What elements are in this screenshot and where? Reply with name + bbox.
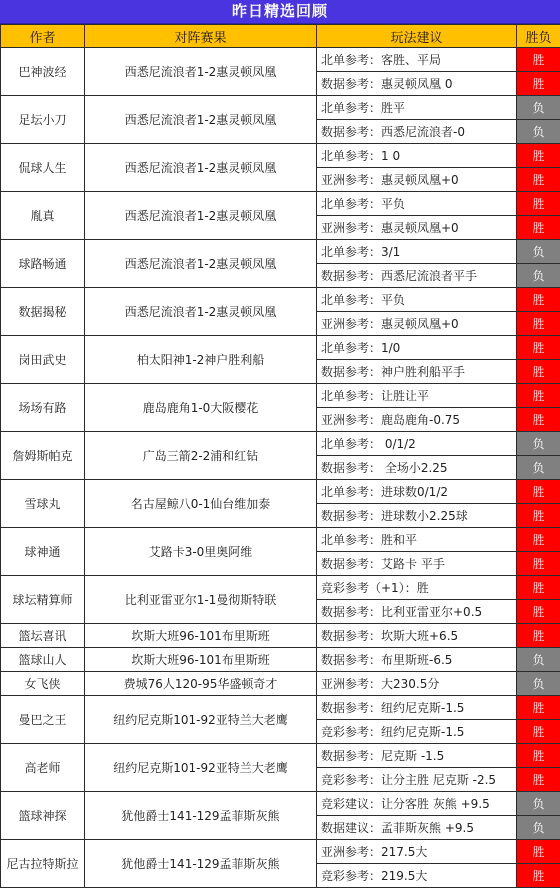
result-badge: 胜 [517,408,560,432]
tip-cell: 竞彩参考：219.5大 [317,864,517,888]
tip-cell: 北单参考：1/0 [317,336,517,360]
match-cell: 西悉尼流浪者1-2惠灵顿凤凰 [85,192,317,240]
result-badge: 胜 [517,360,560,384]
tip-cell: 亚洲参考：鹿岛鹿角-0.75 [317,408,517,432]
match-cell: 鹿岛鹿角1-0大阪樱花 [85,384,317,432]
result-badge: 胜 [517,216,560,240]
result-badge: 胜 [517,552,560,576]
result-badge: 胜 [517,576,560,600]
result-badge: 胜 [517,72,560,96]
result-badge: 负 [517,120,560,144]
tip-cell: 北单参考：3/1 [317,240,517,264]
match-cell: 坎斯大班96-101布里斯班 [85,624,317,648]
tip-cell: 竞彩参考：纽约尼克斯-1.5 [317,720,517,744]
author-cell: 球神通 [1,528,85,576]
match-cell: 西悉尼流浪者1-2惠灵顿凤凰 [85,144,317,192]
match-cell: 艾路卡3-0里奥阿维 [85,528,317,576]
match-cell: 犹他爵士141-129孟菲斯灰熊 [85,840,317,888]
header-match: 对阵赛果 [85,25,317,48]
author-cell: 雪球丸 [1,480,85,528]
table-row [1,144,560,168]
result-badge: 胜 [517,600,560,624]
table-row [1,624,560,648]
table-row [1,336,560,360]
author-cell: 篮球山人 [1,648,85,672]
tip-cell: 竞彩参考：让分主胜 尼克斯 -2.5 [317,768,517,792]
result-badge: 胜 [517,768,560,792]
tip-cell: 北单参考：让胜让平 [317,384,517,408]
result-badge: 胜 [517,624,560,648]
result-badge: 胜 [517,480,560,504]
header-tip: 玩法建议 [317,25,517,48]
tip-cell: 北单参考： 0/1/2 [317,432,517,456]
tip-cell: 北单参考：平负 [317,192,517,216]
match-cell: 比利亚雷亚尔1-1曼彻斯特联 [85,576,317,624]
match-cell: 西悉尼流浪者1-2惠灵顿凤凰 [85,240,317,288]
tip-cell: 北单参考：1 0 [317,144,517,168]
result-badge: 胜 [517,864,560,888]
table-row [1,840,560,864]
result-badge: 胜 [517,48,560,72]
result-badge: 负 [517,96,560,120]
tip-cell: 数据参考：坎斯大班+6.5 [317,624,517,648]
result-badge: 胜 [517,336,560,360]
tip-cell: 亚洲参考：惠灵顿凤凰+0 [317,312,517,336]
result-badge: 胜 [517,144,560,168]
result-badge: 胜 [517,288,560,312]
tip-cell: 数据建议：孟菲斯灰熊 +9.5 [317,816,517,840]
tip-cell: 北单参考：平负 [317,288,517,312]
match-cell: 名古屋鲸八0-1仙台维加泰 [85,480,317,528]
result-badge: 胜 [517,528,560,552]
page-title: 昨日精选回顾 [0,0,560,24]
result-badge: 胜 [517,840,560,864]
author-cell: 高老师 [1,744,85,792]
result-badge: 负 [517,240,560,264]
author-cell: 篮球神探 [1,792,85,840]
tip-cell: 数据参考：纽约尼克斯-1.5 [317,696,517,720]
author-cell: 球路畅通 [1,240,85,288]
table-row [1,240,560,264]
author-cell: 曼巴之王 [1,696,85,744]
table-row [1,528,560,552]
table-body [1,48,560,888]
result-badge: 负 [517,672,560,696]
author-cell: 足坛小刀 [1,96,85,144]
table-row [1,192,560,216]
tip-cell: 亚洲参考：217.5大 [317,840,517,864]
table-row [1,672,560,696]
table-row [1,648,560,672]
result-badge: 胜 [517,168,560,192]
tip-cell: 数据参考：西悉尼流浪者平手 [317,264,517,288]
match-cell: 纽约尼克斯101-92亚特兰大老鹰 [85,744,317,792]
table-row [1,744,560,768]
author-cell: 巴神波经 [1,48,85,96]
tip-cell: 亚洲参考：惠灵顿凤凰+0 [317,168,517,192]
table-row [1,576,560,600]
table-header-row [1,25,560,48]
author-cell: 篮坛喜讯 [1,624,85,648]
tip-cell: 数据参考： 全场小2.25 [317,456,517,480]
author-cell: 尼古拉特斯拉 [1,840,85,888]
result-badge: 负 [517,648,560,672]
result-badge: 胜 [517,504,560,528]
author-cell: 侃球人生 [1,144,85,192]
author-cell: 詹姆斯帕克 [1,432,85,480]
match-cell: 西悉尼流浪者1-2惠灵顿凤凰 [85,288,317,336]
tip-cell: 亚洲参考：大230.5分 [317,672,517,696]
table-row [1,48,560,72]
match-cell: 纽约尼克斯101-92亚特兰大老鹰 [85,696,317,744]
result-badge: 负 [517,264,560,288]
match-cell: 费城76人120-95华盛顿奇才 [85,672,317,696]
match-cell: 坎斯大班96-101布里斯班 [85,648,317,672]
result-badge: 胜 [517,696,560,720]
result-badge: 负 [517,816,560,840]
tip-cell: 竞彩建议：让分客胜 灰熊 +9.5 [317,792,517,816]
author-cell: 胤真 [1,192,85,240]
header-result: 胜负 [517,25,560,48]
table-row [1,432,560,456]
tip-cell: 数据参考：神户胜利船平手 [317,360,517,384]
result-badge: 胜 [517,312,560,336]
table-row [1,696,560,720]
tip-cell: 竞彩参考（+1）：胜 [317,576,517,600]
tip-cell: 数据参考：进球数小2.25球 [317,504,517,528]
table-row [1,288,560,312]
tip-cell: 数据参考：尼克斯 -1.5 [317,744,517,768]
tip-cell: 数据参考：比利亚雷亚尔+0.5 [317,600,517,624]
match-cell: 广岛三箭2-2浦和红钻 [85,432,317,480]
table-row [1,384,560,408]
match-cell: 西悉尼流浪者1-2惠灵顿凤凰 [85,96,317,144]
tip-cell: 数据参考：惠灵顿凤凰 0 [317,72,517,96]
result-badge: 负 [517,456,560,480]
result-badge: 胜 [517,384,560,408]
author-cell: 数据揭秘 [1,288,85,336]
table-row [1,480,560,504]
match-cell: 柏太阳神1-2神户胜利船 [85,336,317,384]
result-badge: 胜 [517,192,560,216]
match-cell: 犹他爵士141-129孟菲斯灰熊 [85,792,317,840]
author-cell: 女飞侠 [1,672,85,696]
author-cell: 场场有路 [1,384,85,432]
author-cell: 岗田武史 [1,336,85,384]
review-table [0,24,560,888]
tip-cell: 亚洲参考：惠灵顿凤凰+0 [317,216,517,240]
table-row [1,96,560,120]
tip-cell: 北单参考：进球数0/1/2 [317,480,517,504]
tip-cell: 北单参考：胜和平 [317,528,517,552]
table-row [1,792,560,816]
tip-cell: 数据参考：艾路卡 平手 [317,552,517,576]
tip-cell: 数据参考：西悉尼流浪者-0 [317,120,517,144]
result-badge: 负 [517,792,560,816]
match-cell: 西悉尼流浪者1-2惠灵顿凤凰 [85,48,317,96]
header-author: 作者 [1,25,85,48]
tip-cell: 数据参考：布里斯班-6.5 [317,648,517,672]
result-badge: 胜 [517,744,560,768]
tip-cell: 北单参考：客胜、平局 [317,48,517,72]
tip-cell: 北单参考：胜平 [317,96,517,120]
author-cell: 球坛精算师 [1,576,85,624]
result-badge: 胜 [517,720,560,744]
result-badge: 负 [517,432,560,456]
